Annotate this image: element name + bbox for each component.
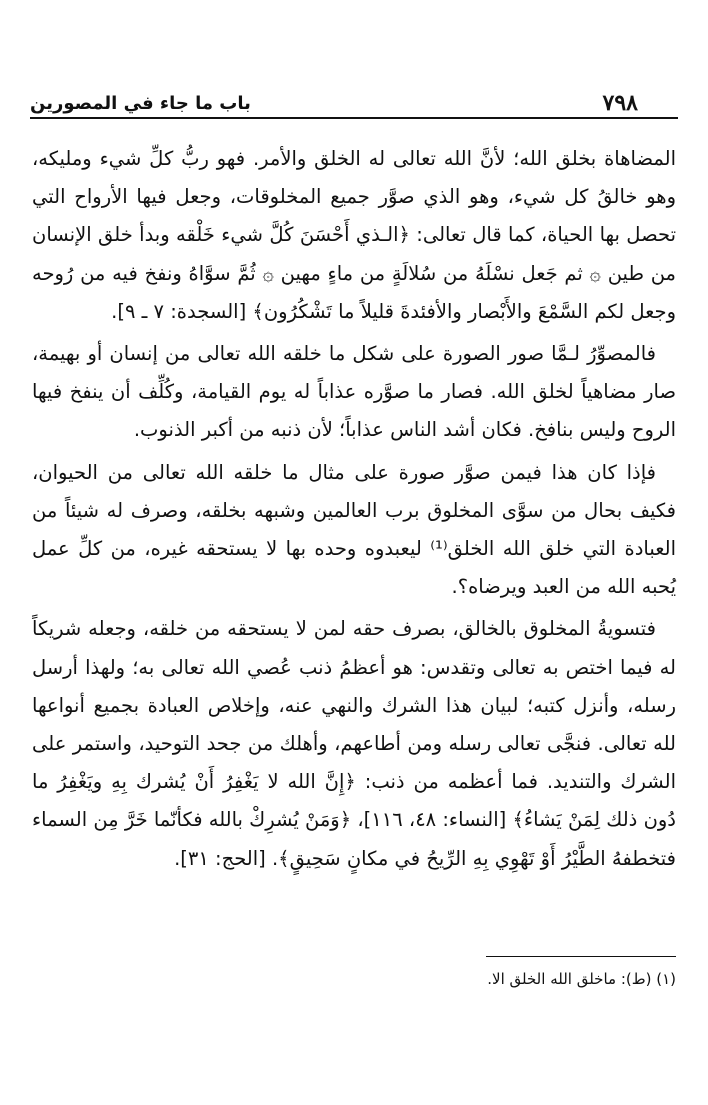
- page-number: ٧٩٨: [602, 90, 638, 116]
- footnote: (١) (ط): ماخلق الله الخلق الا.: [487, 970, 676, 988]
- main-text: [32, 140, 676, 882]
- paragraph-3: فإذا كان هذا فيمن صوَّر صورة على مثال ما خلقه الله تعالى من الحيوان، فكيف بحال من سوَّى المخلوق برب العالمين وشبهه بخلقه، وصرف له شيئاً من العبادة التي خلق الله الخلق⁽¹⁾ ليعبدوه وحده بها لا يستحقه غيره، من كلِّ عمل يُحبه الله من العبد ويرضاه؟.: [32, 460, 676, 599]
- page-header: [22, 88, 686, 122]
- running-title: باب ما جاء في المصورين: [30, 93, 251, 114]
- paragraph-4: فتسويةُ المخلوق بالخالق، بصرف حقه لمن لا يستحقه من خلقه، وجعله شريكاً له فيما اختص به تعالى وتقدس: هو أعظمُ ذنب عُصي الله تعالى به؛ ولهذا أرسل رسله، وأنزل كتبه؛ لبيان هذا الشرك والنهي عنه، وإخلاص العبادة بجميع أنواعها لله تعالى. فنجَّى تعالى رسله ومن أطاعهم، وأهلك من جحد التوحيد، واستمر على الشرك والتنديد. فما أعظمه من ذنب: ﴿إِنَّ الله لا يَغْفِرُ أَنْ يُشرك بِهِ ويَغْفِرُ ما دُون ذلك لِمَنْ يَشاءُ﴾ [النساء: ٤٨، ١١٦]، ﴿وَمَنْ يُشرِكْ بالله فكأنّما خَرَّ مِن السماء فتخطفهُ الطَّيْرُ أَوْ تَهْوِي بِهِ الرِّيحُ في مكانٍ سَحِيقٍ﴾. [الحج: ٣١].: [32, 617, 676, 870]
- footnote-divider: [486, 956, 676, 957]
- header-rule: [30, 117, 678, 119]
- paragraph-1: المضاهاة بخلق الله؛ لأنَّ الله تعالى له الخلق والأمر. فهو ربُّ كلِّ شيء ومليكه، وهو خالقُ كل شيء، وهو الذي صوَّر جميع المخلوقات، وجعل فيها الأرواح التي تحصل بها الحياة، كما قال تعالى: ﴿الـذي أَحْسَنَ كُلَّ شيء خَلْقه وبدأ خلق الإنسان من طين ۞ ثم جَعل نسْلَهُ من سُلالَةٍ من ماءٍ مهين ۞ ثُمَّ سوَّاهُ ونفخ فيه من رُوحه وجعل لكم السَّمْعَ والأَبْصار والأفئدةَ قليلاً ما تَشْكُرُون﴾ [السجدة: ٧ ـ ٩].: [32, 147, 676, 323]
- paragraph-2: فالمصوِّرُ لـمَّا صور الصورة على شكل ما خلقه الله تعالى من إنسان أو بهيمة، صار مضاهياً لخلق الله. فصار ما صوَّره عذاباً له يوم القيامة، وكُلِّف أن ينفخ فيها الروح وليس بنافخ. فكان أشد الناس عذاباً؛ لأن ذنبه من أكبر الذنوب.: [32, 342, 676, 442]
